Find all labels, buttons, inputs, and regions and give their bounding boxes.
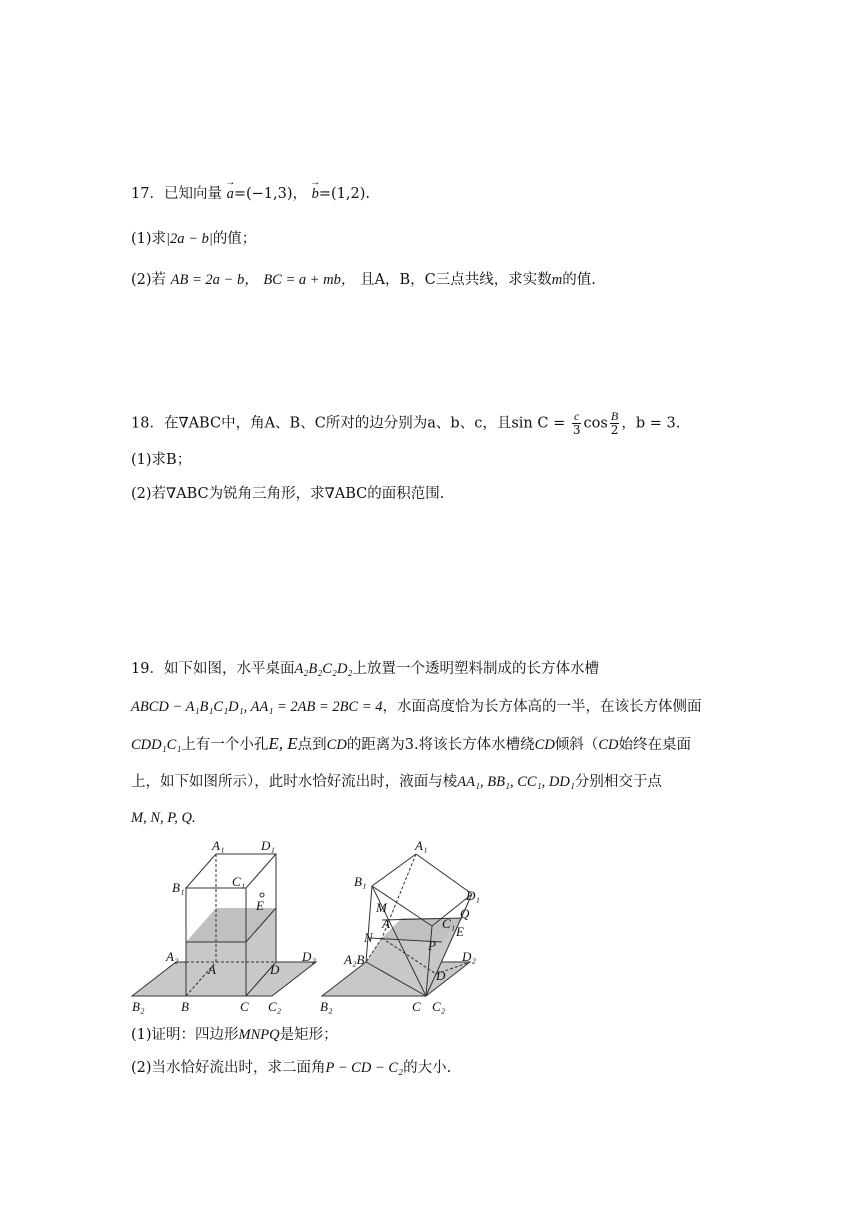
right-label-D2: D₂	[462, 949, 476, 964]
q19-l3c: E, E	[268, 734, 298, 753]
q17-part2	[131, 270, 596, 290]
q18-part2: (2)若∇ABC为锐角三角形，求∇ABC的面积范围.	[131, 486, 445, 502]
q19-p1c: 是矩形；	[279, 1027, 338, 1043]
frac2-denominator: 2	[610, 423, 619, 437]
q19-p2c: 的大小.	[403, 1060, 452, 1076]
left-label-E: E	[256, 898, 264, 913]
q19-line5	[131, 808, 196, 828]
right-label-B2: B₂	[320, 999, 333, 1014]
left-label-A2: A₂	[166, 949, 179, 964]
q17-p2-bc: BC = a + mb，	[263, 272, 356, 288]
right-edge-b1b	[366, 886, 372, 962]
left-label-D: D	[270, 962, 280, 977]
left-label-B: B	[181, 999, 189, 1014]
right-label-D1: D₁	[466, 888, 480, 903]
q17-p2-m: m	[551, 272, 563, 288]
q19-l3f: 的距离为3.将该长方体水槽绕	[346, 737, 535, 753]
q19-l1c: 上放置一个透明塑料制成的长方体水槽	[352, 661, 599, 677]
q19-line1	[131, 659, 599, 679]
q17-a-value: =(−1,3)，	[233, 186, 307, 202]
q17-intro: 已知向量	[163, 186, 222, 202]
q19-l4b: AA₁, BB₁, CC₁, DD₁	[457, 774, 575, 790]
q17-p2-ab: AB = 2a − b，	[170, 272, 259, 288]
q17-b-value: =(1,2).	[318, 186, 370, 202]
left-label-D2: D₂	[302, 949, 316, 964]
q19-l3d: 点到	[297, 737, 327, 753]
q19-l1b: A₂B₂C₂D₂	[294, 661, 353, 677]
q19-p2b: P − CD − C₂	[325, 1060, 404, 1076]
hole-e-icon	[260, 893, 264, 897]
q17-p2-rest: 且A，B，C三点共线，求实数	[360, 272, 552, 288]
q19-l4a: 上，如下如图所示），此时水恰好流出时，液面与棱	[131, 774, 458, 790]
right-edge-a1d1	[416, 854, 472, 894]
q17-p1-prefix: (1)求	[131, 231, 167, 247]
right-label-C2: C₂	[432, 999, 446, 1014]
q19-figure	[120, 834, 500, 1020]
q19-line4	[131, 772, 662, 792]
left-label-A: A	[208, 962, 216, 977]
left-label-C: C	[240, 999, 249, 1014]
q19-l3i: CD	[598, 737, 619, 753]
q19-l2a: ABCD − A₁B₁C₁D₁, AA₁ = 2AB = 2BC = 4	[131, 699, 383, 715]
left-label-D1: D₁	[261, 838, 275, 853]
right-label-C1: C₁	[442, 916, 456, 931]
right-label-Q: Q	[460, 906, 470, 921]
vector-a: → a	[227, 184, 234, 204]
q19-l3h: 倾斜（	[554, 737, 599, 753]
q19-part1	[131, 1025, 338, 1045]
q19-l3e: CD	[326, 737, 347, 753]
q17-p1-expression: |2a − b|	[166, 231, 213, 247]
q17-line1	[131, 184, 370, 204]
q19-l3b: 上有一个小孔	[181, 737, 269, 753]
right-label-A: A	[382, 916, 390, 931]
left-label-B1: B₁	[172, 880, 185, 895]
q19-l3a: CDD₁C₁	[131, 737, 182, 753]
q19-p1a: (1)证明：四边形	[131, 1027, 239, 1043]
q19-p2a: (2)当水恰好流出时，求二面角	[131, 1060, 326, 1076]
right-label-P: P	[428, 938, 436, 953]
left-label-C1: C₁	[232, 874, 246, 889]
q19-number: 19．	[131, 661, 164, 677]
q19-l3j: 始终在桌面	[618, 737, 691, 753]
q19-l3g: CD	[534, 737, 555, 753]
right-label-A1: A₁	[415, 838, 428, 853]
right-label-E: E	[456, 924, 464, 939]
q19-line2	[131, 697, 702, 717]
q18-tail: ，b = 3.	[621, 415, 681, 432]
right-label-B1: B₁	[354, 874, 367, 889]
q17-p2-end: 的值.	[562, 272, 596, 288]
q19-part2	[131, 1058, 451, 1078]
right-label-N: N	[364, 930, 373, 945]
left-label-B2: B₂	[132, 999, 145, 1014]
q18-intro: 在∇ABC中，角A、B、C所对的边分别为a、b、c，且sin C =	[163, 415, 566, 432]
right-label-C: C	[412, 999, 421, 1014]
q17-number: 17．	[131, 186, 164, 202]
right-label-M: M	[376, 900, 387, 915]
fraction-c-over-3	[572, 410, 582, 437]
q19-l5: M, N, P, Q.	[131, 810, 196, 826]
q18-number: 18．	[131, 415, 164, 432]
vector-b: → b	[312, 184, 319, 204]
cos-label: cos	[583, 415, 608, 432]
left-box-top	[186, 854, 276, 888]
q17-part1	[131, 229, 256, 249]
q18-line1	[131, 410, 680, 437]
right-figure	[320, 838, 480, 1014]
fraction-b-over-2	[610, 410, 620, 437]
left-label-A1: A₁	[212, 838, 225, 853]
q17-p1-suffix: 的值；	[212, 231, 257, 247]
q19-l1a: 如下如图，水平桌面	[163, 661, 295, 677]
frac2-numerator: B	[610, 409, 619, 423]
right-label-D: D	[436, 968, 446, 983]
frac1-numerator: c	[572, 410, 582, 424]
q19-line3	[131, 734, 691, 755]
frac1-denominator: 3	[572, 423, 581, 437]
left-label-C2: C₂	[268, 999, 282, 1014]
q19-l2b: ，水面高度恰为长方体高的一半，在该长方体侧面	[382, 699, 702, 715]
q17-p2-prefix: (2)若	[131, 272, 167, 288]
left-figure	[132, 838, 316, 1014]
q19-l4c: 分别相交于点	[574, 774, 662, 790]
q19-p1b: MNPQ	[238, 1027, 280, 1043]
right-label-A2B: A₂B	[344, 952, 365, 967]
q18-part1: (1)求B；	[131, 452, 192, 468]
